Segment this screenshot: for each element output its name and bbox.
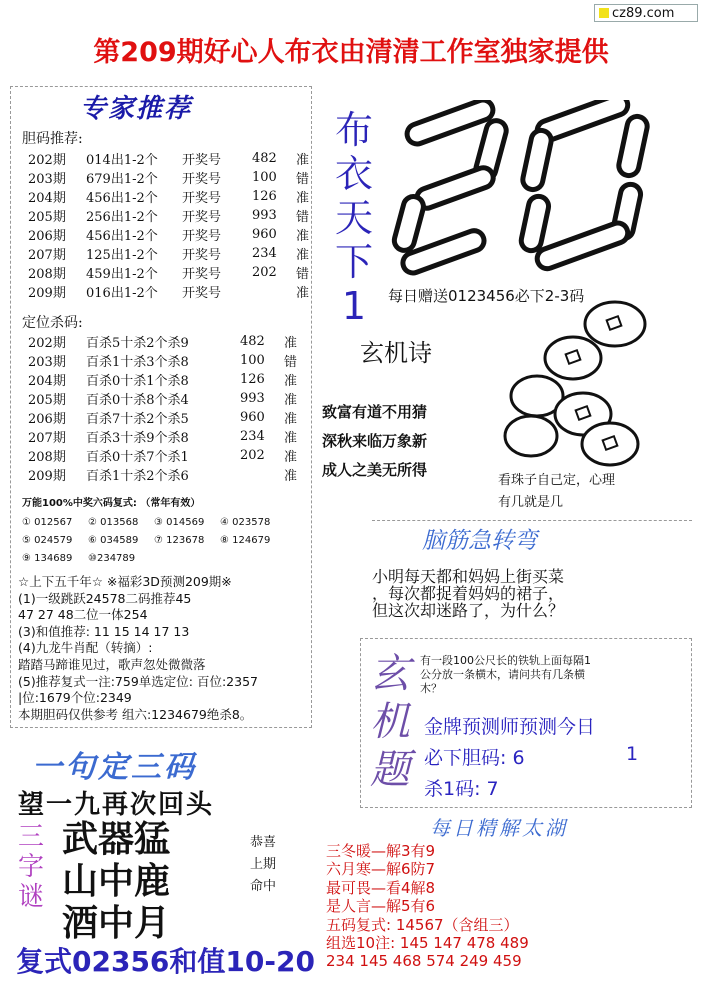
dan-label: 胆码推荐: (22, 131, 83, 147)
site-watermark (594, 4, 698, 22)
cell-result: 准 (296, 286, 310, 301)
cell-period: 209期 (28, 286, 66, 301)
cell-result: 准 (284, 374, 298, 389)
cell-pick: 百杀1十杀2个杀6 (86, 469, 189, 484)
combo-title: 万能100%中奖六码复式: （常年有效） (22, 498, 201, 509)
cell-pick: 256出1-2个 (86, 210, 158, 225)
cell-pick: 百杀3十杀9个杀8 (86, 431, 189, 446)
buyi-char: 天 (334, 196, 373, 240)
combo-item: ⑤ 024579 (22, 535, 73, 546)
table-row (28, 263, 330, 282)
cell-pick: 百杀1十杀3个杀8 (86, 355, 189, 370)
cell-num: 202 (240, 448, 265, 463)
digit-2 (392, 100, 508, 276)
combo-item: ⑦ 123678 (154, 535, 205, 546)
cell-num: 100 (240, 353, 265, 368)
xuanji-char: 机 (370, 699, 410, 745)
must-dan-2: 1 (626, 743, 639, 765)
riddle-lines (62, 818, 170, 944)
cell-period: 207期 (28, 248, 66, 263)
divider (372, 520, 692, 521)
xuanji-title (370, 650, 410, 794)
table-row (28, 465, 318, 484)
taihu-line: 组选10注: 145 147 478 489 (326, 934, 529, 953)
kill-label: 定位杀码: (22, 315, 83, 331)
kill-one: 杀1码: 7 (424, 778, 499, 800)
page-title: 第209期好心人布衣由清清工作室独家提供 (93, 37, 609, 68)
cell-result: 准 (284, 393, 298, 408)
coin-caption (498, 470, 615, 514)
cell-num: 126 (240, 372, 265, 387)
taihu-lines (326, 842, 529, 971)
buyi-char: 衣 (334, 152, 373, 196)
fushi-line: 复式02356和值10-20 (16, 945, 315, 978)
cell-result: 准 (284, 431, 298, 446)
cell-pick: 125出1-2个 (86, 248, 158, 263)
cell-num (252, 282, 296, 301)
cell-result: 准 (296, 229, 310, 244)
table-row (28, 168, 330, 187)
cell-result: 准 (296, 191, 310, 206)
table-row (28, 187, 330, 206)
table-row (28, 389, 318, 408)
table-row (28, 282, 330, 301)
combo-item: ⑧ 124679 (220, 535, 271, 546)
cell-period: 209期 (28, 469, 66, 484)
brain-line: ，每次都捉着妈妈的裙子， (372, 584, 565, 603)
cell-label: 开奖号 (182, 248, 222, 263)
cell-result: 准 (284, 412, 298, 427)
cell-result: 错 (296, 172, 310, 187)
cell-period: 204期 (28, 191, 66, 206)
xuanji-text (420, 654, 591, 696)
cell-label: 开奖号 (182, 153, 222, 168)
one-sentence: 一句定三码 (32, 750, 197, 785)
cell-num: 100 (252, 170, 277, 185)
cell-num: 960 (252, 227, 277, 242)
combo-item: ② 013568 (88, 517, 139, 528)
cell-period: 207期 (28, 431, 66, 446)
taihu-title: 每日精解太湖 (430, 816, 568, 840)
expert-heading: 专家推荐 (80, 94, 193, 124)
cell-pick: 百杀0十杀7个杀1 (86, 450, 189, 465)
cell-period: 208期 (28, 267, 66, 282)
cell-period: 202期 (28, 336, 66, 351)
cell-pick: 456出1-2个 (86, 191, 158, 206)
cell-pick: 百杀0十杀1个杀8 (86, 374, 189, 389)
misc-line: (4)九龙牛肖配（转摘）: (18, 640, 153, 656)
combo-item: ③ 014569 (154, 517, 205, 528)
taihu-line: 最可畏—看4解8 (326, 878, 436, 897)
misc-lines (18, 574, 318, 723)
cell-result: 准 (284, 336, 298, 351)
cell-period: 203期 (28, 355, 66, 370)
cell-pick: 百杀5十杀2个杀9 (86, 336, 189, 351)
table-row (28, 332, 318, 351)
table-row (28, 206, 330, 225)
cell-num: 482 (252, 151, 277, 166)
riddle-line: 山中鹿 (62, 860, 171, 902)
misc-line: |位:1679个位:2349 (18, 690, 132, 706)
kill-table (28, 332, 318, 484)
big-20-graphic (385, 100, 665, 280)
brain-line: 但这次却迷路了，为什么？ (372, 601, 565, 620)
sanzi-char: 字 (18, 852, 45, 882)
must-dan: 必下胆码: 6 (424, 747, 525, 769)
cell-period: 204期 (28, 374, 66, 389)
poem-line: 成人之美无所得 (322, 461, 428, 479)
misc-line: (5)推荐复式一注:759单选定位: 百位:2357 (18, 673, 258, 689)
cell-num: 993 (240, 391, 265, 406)
xuanji-char: 题 (370, 747, 410, 793)
cell-num: 960 (240, 410, 265, 425)
cell-num: 202 (252, 265, 277, 280)
xuanji-char: 玄 (370, 651, 410, 697)
taihu-line: 三冬暖—解3有9 (326, 842, 436, 860)
coin-caption-line: 看珠子自己定，心理 (498, 473, 616, 488)
cell-pick: 459出1-2个 (86, 267, 158, 282)
gongxi-lines (250, 832, 276, 898)
cell-pick: 百杀7十杀2个杀5 (86, 412, 189, 427)
misc-line: (3)和值推荐: 11 15 14 17 13 (18, 623, 190, 639)
cell-period: 202期 (28, 153, 66, 168)
cell-num: 234 (240, 429, 265, 444)
table-row (28, 225, 330, 244)
cell-num (240, 465, 284, 484)
cell-period: 205期 (28, 393, 66, 408)
buyi-char: 下 (334, 240, 373, 284)
cell-period: 205期 (28, 210, 66, 225)
cell-result: 错 (296, 267, 310, 282)
table-row (28, 244, 330, 263)
sanzi-char: 三 (18, 822, 45, 852)
table-row (28, 408, 318, 427)
cell-label: 开奖号 (182, 191, 222, 206)
taihu-line: 234 145 468 574 249 459 (326, 952, 522, 971)
cell-label: 开奖号 (182, 172, 222, 187)
cell-result: 准 (284, 450, 298, 465)
wang-line: 望一九再次回头 (18, 790, 215, 820)
combo-item: ⑥ 034589 (88, 535, 139, 546)
cell-label: 开奖号 (182, 229, 222, 244)
table-row (28, 427, 318, 446)
cell-num: 482 (240, 334, 265, 349)
riddle-line: 武器猛 (62, 818, 171, 860)
cell-label: 开奖号 (182, 267, 222, 282)
misc-line: ☆上下五千年☆ ※福彩3D预测209期※ (18, 574, 232, 589)
taihu-line: 六月寒—解6防7 (326, 860, 436, 879)
watermark-text: cz89.com (612, 5, 675, 21)
sanzi-char: 谜 (18, 882, 45, 912)
poem-lines (322, 398, 427, 485)
sanzi-title (18, 822, 44, 912)
digit-0 (519, 100, 649, 271)
gongxi-line: 上期 (250, 857, 277, 872)
poem-line: 深秋来临万象新 (322, 432, 428, 450)
poem-title: 玄机诗 (360, 339, 432, 367)
taihu-line: 是人言—解5有6 (326, 897, 436, 916)
cell-pick: 014出1-2个 (86, 153, 158, 168)
combo-item: ④ 023578 (220, 517, 271, 528)
cell-result: 错 (296, 210, 310, 225)
cell-label: 开奖号 (182, 210, 222, 225)
gongxi-line: 恭喜 (250, 835, 277, 850)
poem-line: 致富有道不用猜 (322, 403, 428, 421)
combo-item: ① 012567 (22, 517, 73, 528)
misc-line: 本期胆码仅供参考 组六:1234679绝杀8。 (18, 706, 253, 722)
buyi-char: 1 (341, 284, 367, 328)
combo-item: ⑩234789 (88, 553, 136, 564)
cell-result: 准 (284, 469, 298, 484)
table-row (28, 370, 318, 389)
table-row (28, 351, 318, 370)
table-row (28, 446, 318, 465)
cell-num: 993 (252, 208, 277, 223)
gold-title: 金牌预测师预测今日 (424, 716, 596, 738)
table-row (28, 149, 330, 168)
misc-line: (1)一级跳跃24578二码推荐45 (18, 590, 192, 606)
cell-period: 206期 (28, 229, 66, 244)
cell-num: 234 (252, 246, 277, 261)
buyi-vertical (334, 108, 374, 328)
xuanji-line: 公分放一条横木，请问共有几条横 (420, 668, 585, 681)
cell-result: 准 (296, 248, 310, 263)
xuanji-line: 木？ (420, 682, 442, 695)
brain-title: 脑筋急转弯 (422, 528, 537, 554)
brain-line: 小明每天都和妈妈上街买菜 (372, 567, 565, 586)
dan-table (28, 149, 330, 301)
cell-period: 203期 (28, 172, 66, 187)
cell-num: 126 (252, 189, 277, 204)
cell-result: 准 (296, 153, 310, 168)
coin-caption-line: 有几就是几 (498, 495, 564, 510)
misc-line: 踏踏马蹄谁见过，歌声忽处微微落 (18, 656, 206, 672)
buyi-char: 布 (334, 108, 373, 152)
combo-item: ⑨ 134689 (22, 553, 73, 564)
gongxi-line: 命中 (250, 879, 277, 894)
watermark-square-icon (599, 8, 609, 18)
cell-pick: 679出1-2个 (86, 172, 158, 187)
daily-gift: 每日赠送0123456必下2-3码 (388, 287, 585, 305)
cell-label: 开奖号 (182, 286, 222, 301)
cell-pick: 456出1-2个 (86, 229, 158, 244)
brain-text (372, 568, 564, 619)
coins-graphic (495, 296, 675, 471)
cell-pick: 百杀0十杀8个杀4 (86, 393, 189, 408)
cell-pick: 016出1-2个 (86, 286, 158, 301)
cell-period: 206期 (28, 412, 66, 427)
riddle-line: 酒中月 (62, 902, 171, 944)
combo-list (22, 514, 302, 568)
xuanji-line: 有一段100公尺长的铁轨上面每隔1 (420, 654, 591, 667)
taihu-line: 五码复式: 14567（含组三） (326, 915, 519, 934)
misc-line: 47 27 48二位一体254 (18, 607, 148, 623)
cell-period: 208期 (28, 450, 66, 465)
cell-result: 错 (284, 355, 298, 370)
